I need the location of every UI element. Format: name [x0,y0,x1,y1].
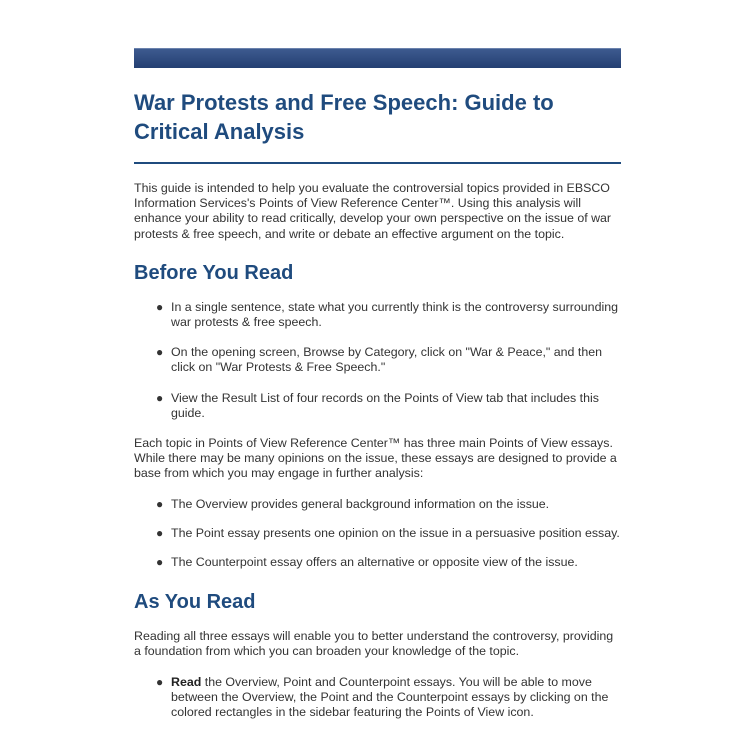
bullet-icon: ● [156,525,164,540]
bullet-icon: ● [156,674,164,689]
title-divider [134,162,621,164]
bullet-icon: ● [156,345,164,360]
list-item: ● On the opening screen, Browse by Category, click on "War & Peace," and then click on "War Protests & Free Speech." [156,345,602,375]
list-item: ● Read the Overview, Point and Counterpoint essays. You will be able to move between the Overview, the Point and the Counterpoint essays by clicking on the colored rectangles in the sidebar featuring the Points of View icon. [156,674,609,720]
before-you-read-heading: Before You Read [134,261,294,284]
essays-list [134,497,621,571]
bullet-icon: ● [156,299,164,314]
list-item: ● In a single sentence, state what you currently think is the controversy surrounding war protests & free speech. [156,299,618,330]
intro-paragraph: This guide is intended to help you evaluate the controversial topics provided in EBSCO Information Services's Points of View Reference Center™. Using this analysis will enhance your ability to read critically, develop your own perspective on the issue of war protests & free speech, and write or debate an effective argument on the topic. [134,181,612,241]
as-you-read-heading: As You Read [134,591,256,614]
as-you-read-list [134,675,621,721]
list-item: ● The Point essay presents one opinion on the issue in a persuasive position essay. [156,525,620,540]
bullet-icon: ● [156,496,164,511]
emphasis-text: Read [171,674,202,689]
list-item: ● The Counterpoint essay offers an alternative or opposite view of the issue. [156,555,578,570]
header-bar [134,48,621,68]
bullet-icon: ● [156,555,164,570]
list-item: ● The Overview provides general background information on the issue. [156,496,550,511]
as-you-read-intro: Reading all three essays will enable you to better understand the controversy, providing a foundation from which you can broaden your knowledge of the topic. [134,629,614,659]
essays-intro-paragraph: Each topic in Points of View Reference Center™ has three main Points of View essays. While there may be many opinions on the issue, these essays are designed to provide a base from which you may engage in further analysis: [134,436,617,481]
page-title: War Protests and Free Speech: Guide to Critical Analysis [134,90,554,144]
guide-page [134,48,621,720]
before-you-read-list [134,300,621,421]
bullet-icon: ● [156,390,164,405]
list-item: ● View the Result List of four records on the Points of View tab that includes this guide. [156,390,599,420]
